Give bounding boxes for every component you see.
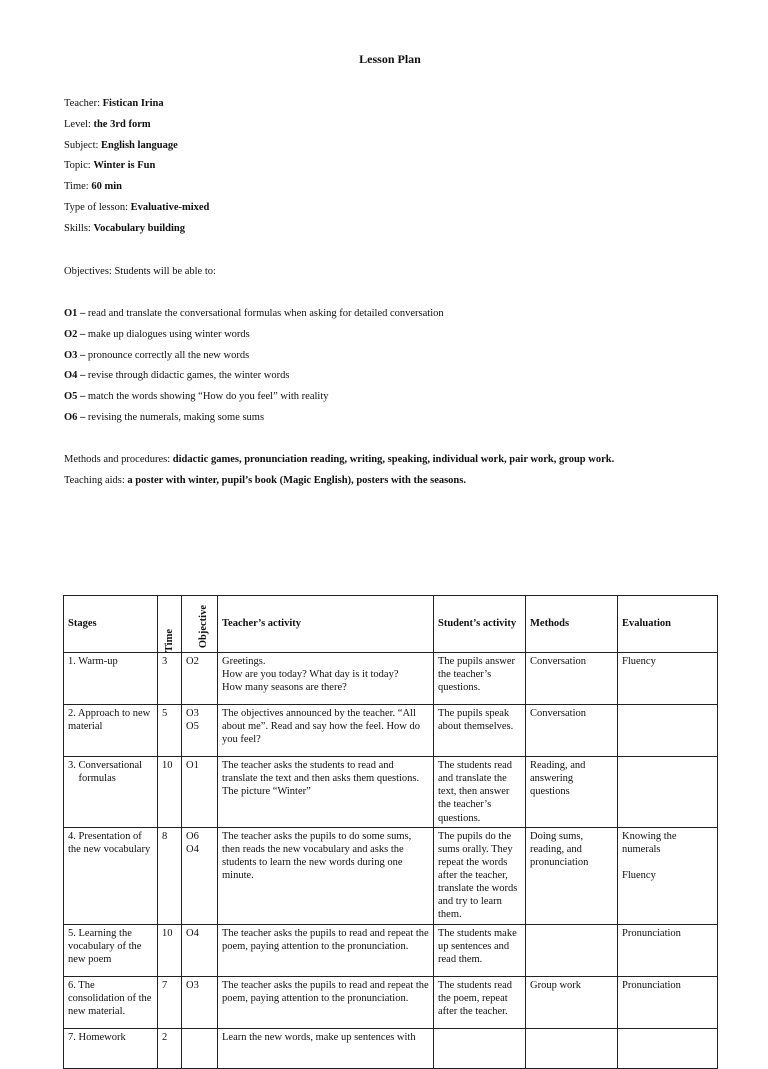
cell-student-activity: The pupils speak about themselves. bbox=[434, 705, 526, 757]
cell-student-activity: The pupils answer the teacher’s questions. bbox=[434, 653, 526, 705]
cell-evaluation: Pronunciation bbox=[618, 976, 718, 1028]
header-objective: Objective bbox=[182, 596, 218, 653]
methods-section bbox=[64, 453, 724, 495]
cell-evaluation: Knowing the numerals Fluency bbox=[618, 827, 718, 924]
objectives-intro: Objectives: Students will be able to: bbox=[64, 266, 216, 277]
page-title: Lesson Plan bbox=[359, 52, 421, 66]
cell-evaluation: Pronunciation bbox=[618, 924, 718, 976]
cell-stage: 4. Presentation of the new vocabulary bbox=[64, 827, 158, 924]
info-teacher: Teacher: Fistican Irina bbox=[64, 98, 164, 109]
lesson-stages-table bbox=[63, 595, 718, 1069]
cell-time: 5 bbox=[158, 705, 182, 757]
cell-time: 7 bbox=[158, 976, 182, 1028]
cell-time: 3 bbox=[158, 653, 182, 705]
cell-student-activity bbox=[434, 1028, 526, 1068]
cell-teacher-activity: The teacher asks the pupils to read and repeat the poem, paying attention to the pronunciation. bbox=[218, 976, 434, 1028]
objective-item: O5 – match the words showing “How do you feel” with reality bbox=[64, 391, 329, 403]
cell-methods: Reading, and answering questions bbox=[526, 757, 618, 828]
cell-evaluation bbox=[618, 705, 718, 757]
cell-stage: 2. Approach to new material bbox=[64, 705, 158, 757]
cell-teacher-activity: The teacher asks the pupils to read and repeat the poem, paying attention to the pronunciation. bbox=[218, 924, 434, 976]
cell-methods: Group work bbox=[526, 976, 618, 1028]
cell-teacher-activity: The objectives announced by the teacher. “All about me”. Read and say how the feel. How do you feel? bbox=[218, 705, 434, 757]
cell-methods: Conversation bbox=[526, 653, 618, 705]
table-row bbox=[64, 757, 718, 828]
cell-stage: 1. Warm-up bbox=[64, 653, 158, 705]
cell-methods: Doing sums, reading, and pronunciation bbox=[526, 827, 618, 924]
table-row bbox=[64, 976, 718, 1028]
cell-objective: O1 bbox=[182, 757, 218, 828]
cell-objective: O3 O5 bbox=[182, 705, 218, 757]
cell-stage: 3. Conversational formulas bbox=[64, 757, 158, 828]
cell-evaluation bbox=[618, 1028, 718, 1068]
cell-teacher-activity: Greetings. How are you today? What day is it today? How many seasons are there? bbox=[218, 653, 434, 705]
cell-methods bbox=[526, 1028, 618, 1068]
cell-student-activity: The students read the poem, repeat after the teacher. bbox=[434, 976, 526, 1028]
table-row bbox=[64, 705, 718, 757]
cell-teacher-activity: The teacher asks the pupils to do some sums, then reads the new vocabulary and asks the students to learn the new words during one minute. bbox=[218, 827, 434, 924]
cell-time: 2 bbox=[158, 1028, 182, 1068]
header-student-activity: Student’s activity bbox=[434, 596, 526, 653]
cell-methods: Conversation bbox=[526, 705, 618, 757]
teaching-aids: Teaching aids: a poster with winter, pupil’s book (Magic English), posters with the seasons. bbox=[64, 475, 466, 486]
cell-student-activity: The pupils do the sums orally. They repeat the words after the teacher, translate the words and try to learn them. bbox=[434, 827, 526, 924]
table-header-row bbox=[64, 596, 718, 653]
table-row bbox=[64, 924, 718, 976]
header-time: Time bbox=[158, 596, 182, 653]
cell-evaluation bbox=[618, 757, 718, 828]
objective-item: O3 – pronounce correctly all the new words bbox=[64, 349, 250, 361]
cell-time: 10 bbox=[158, 757, 182, 828]
table-row bbox=[64, 653, 718, 705]
cell-student-activity: The students make up sentences and read them. bbox=[434, 924, 526, 976]
header-methods: Methods bbox=[526, 596, 618, 653]
cell-stage: 6. The consolidation of the new material. bbox=[64, 976, 158, 1028]
info-time: Time: 60 min bbox=[64, 181, 122, 193]
cell-objective: O6 O4 bbox=[182, 827, 218, 924]
cell-teacher-activity: Learn the new words, make up sentences with bbox=[218, 1028, 434, 1068]
objective-item: O1 – read and translate the conversational formulas when asking for detailed conversation bbox=[64, 308, 444, 319]
info-type: Type of lesson: Evaluative-mixed bbox=[64, 201, 210, 213]
cell-objective: O2 bbox=[182, 653, 218, 705]
cell-time: 10 bbox=[158, 924, 182, 976]
info-skills: Skills: Vocabulary building bbox=[64, 222, 186, 234]
methods-procedures: Methods and procedures: didactic games, pronunciation reading, writing, speaking, individual work, pair work, group work. bbox=[64, 454, 615, 465]
header-teacher-activity: Teacher’s activity bbox=[218, 596, 434, 653]
cell-objective: O4 bbox=[182, 924, 218, 976]
info-subject: Subject: English language bbox=[64, 139, 178, 151]
cell-student-activity: The students read and translate the text, then answer the teacher’s questions. bbox=[434, 757, 526, 828]
cell-evaluation: Fluency bbox=[618, 653, 718, 705]
lesson-info bbox=[64, 97, 209, 243]
table-row bbox=[64, 827, 718, 924]
cell-objective: O3 bbox=[182, 976, 218, 1028]
cell-stage: 7. Homework bbox=[64, 1028, 158, 1068]
header-evaluation: Evaluation bbox=[618, 596, 718, 653]
header-stages: Stages bbox=[64, 596, 158, 653]
info-topic: Topic: Winter is Fun bbox=[64, 160, 156, 172]
info-level: Level: the 3rd form bbox=[64, 118, 151, 130]
objectives-list bbox=[64, 307, 444, 432]
cell-objective bbox=[182, 1028, 218, 1068]
objective-item: O2 – make up dialogues using winter words bbox=[64, 328, 250, 340]
objective-item: O6 – revising the numerals, making some sums bbox=[64, 411, 265, 423]
table-row bbox=[64, 1028, 718, 1068]
cell-teacher-activity: The teacher asks the students to read and translate the text and then asks them questions. The picture “Winter” bbox=[218, 757, 434, 828]
cell-methods bbox=[526, 924, 618, 976]
cell-stage: 5. Learning the vocabulary of the new poem bbox=[64, 924, 158, 976]
cell-time: 8 bbox=[158, 827, 182, 924]
objective-item: O4 – revise through didactic games, the winter words bbox=[64, 370, 290, 382]
